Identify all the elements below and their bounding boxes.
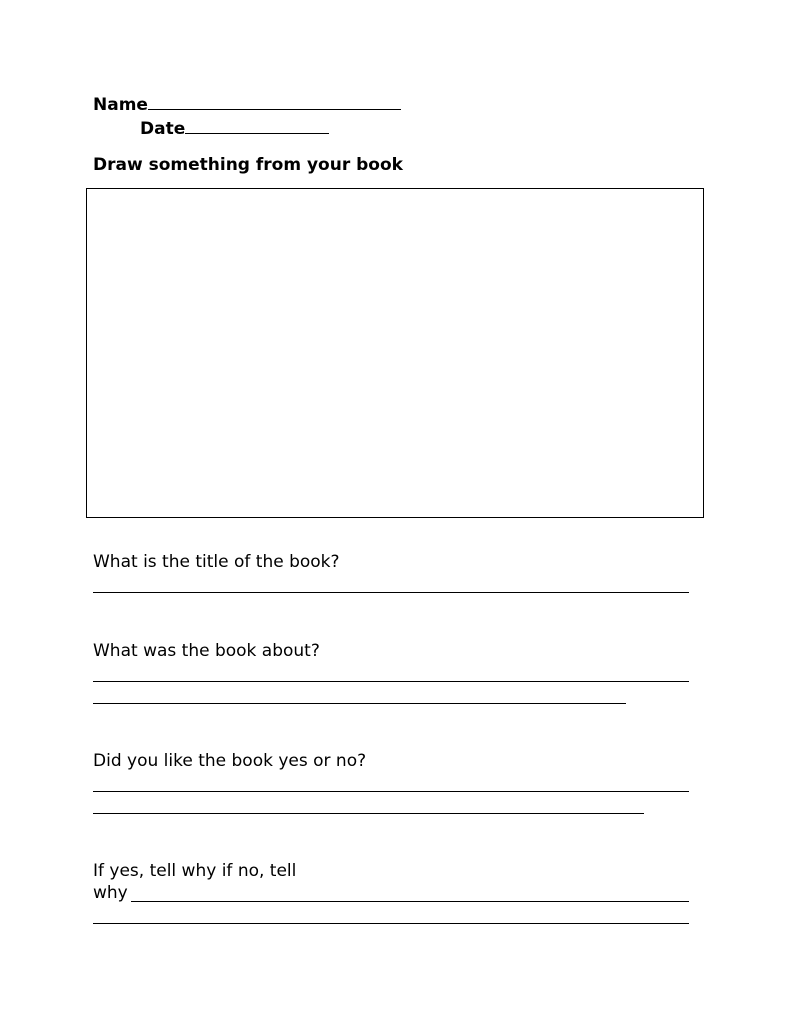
- date-row: [140, 117, 329, 139]
- drawing-box[interactable]: [86, 188, 704, 518]
- name-blank[interactable]: [148, 93, 401, 110]
- answer-line-title[interactable]: [93, 592, 689, 593]
- question-why-line1: If yes, tell why if no, tell: [93, 861, 297, 881]
- name-label: Name: [93, 95, 148, 115]
- answer-line-about-1[interactable]: [93, 681, 689, 682]
- answer-line-like-1[interactable]: [93, 791, 689, 792]
- question-like: Did you like the book yes or no?: [93, 751, 367, 771]
- date-blank[interactable]: [185, 117, 329, 134]
- answer-line-why-1[interactable]: [131, 901, 689, 902]
- name-row: [93, 93, 401, 115]
- date-label: Date: [140, 119, 186, 139]
- question-title: What is the title of the book?: [93, 552, 340, 572]
- question-about: What was the book about?: [93, 641, 320, 661]
- question-why-line2: [93, 883, 128, 903]
- answer-line-like-2[interactable]: [93, 813, 644, 814]
- answer-line-why-2[interactable]: [93, 923, 689, 924]
- drawing-prompt: Draw something from your book: [93, 155, 403, 175]
- question-why-word: why: [93, 883, 128, 903]
- answer-line-about-2[interactable]: [93, 703, 626, 704]
